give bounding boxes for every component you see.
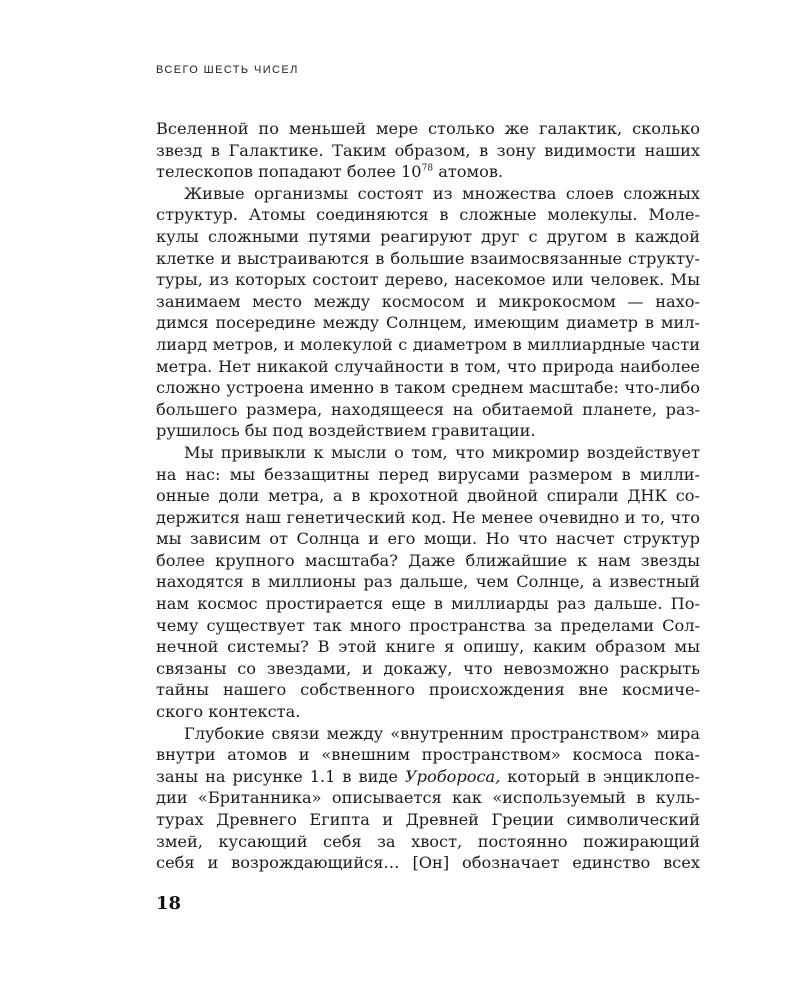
text-line: кулы сложными путями реагируют друг с другом в каждой [156,226,700,246]
text-line: на нас: мы беззащитны перед вирусами размером в милли- [156,464,700,484]
text-line: более крупного масштаба? Даже ближайшие к нам звезды [156,550,700,570]
text-line: рушилось бы под воздействием гравитации. [156,421,536,441]
paragraph-first-line: Глубокие связи между «внутренним пространством» мира [184,723,700,743]
text-line: себя и возрождающийся… [Он] обозначает единство всех [156,853,700,873]
text-line: онные доли метра, а в крохотной двойной спирали ДНК со- [156,486,700,506]
text-line: Вселенной по меньшей мере столько же галактик, сколько [156,119,700,138]
body-text [156,118,700,874]
text-line: мы зависим от Солнца и его мощи. Но что насчет структур [156,529,700,549]
exponent: 78 [421,163,434,174]
text-line: нам космос простирается еще в миллиарды раз дальше. По- [156,594,700,614]
text-line: дии «Британника» описывается как «используемый в куль- [156,788,700,808]
text-line [156,766,700,788]
text-line: связаны со звездами, и докажу, что невозможно раскрыть [156,658,700,678]
text-line: турах Древнего Египта и Древней Греции символический [156,810,700,829]
italic-term: Уробороса, [404,766,501,786]
text-segment: заны на рисунке 1.1 в виде [156,766,405,786]
text-line: занимаем место между космосом и микрокосмом — нахо- [156,291,700,311]
text-line: ского контекста. [156,702,301,722]
text-line: находятся в миллионы раз дальше, чем Солнце, а известный [156,572,700,592]
paragraph-first-line: Мы привыкли к мысли о том, что микромир воздействует [184,442,700,462]
text-segment: который в энциклопе- [500,766,700,786]
text-line: сложно устроена именно в таком среднем масштабе: что-либо [156,378,700,398]
text-line [156,161,700,183]
paragraph-first-line: Живые организмы состоят из множества слоев сложных [184,183,700,203]
text-line: метра. Нет никакой случайности в том, что природа наиболее [156,356,700,376]
text-segment: атомов. [433,162,504,182]
text-line: тайны нашего собственного происхождения вне космиче- [156,680,700,700]
text-line: держится наш генетический код. Не менее очевидно и то, что [156,507,700,527]
page-number: 18 [156,893,182,914]
text-line: клетке и выстраиваются в большие взаимосвязанные структу- [156,248,700,268]
text-segment: телескопов попадают более 10 [156,162,422,182]
text-line: димся посередине между Солнцем, имеющим диаметр в мил- [156,313,700,333]
running-head: ВСЕГО ШЕСТЬ ЧИСЕЛ [156,64,299,76]
text-line: туры, из которых состоит дерево, насекомое или человек. Мы [156,270,700,290]
text-line: внутри атомов и «внешним пространством» космоса пока- [156,745,700,765]
text-line: большего размера, находящееся на обитаемой планете, раз- [156,399,700,419]
text-line: структур. Атомы соединяются в сложные молекулы. Моле- [156,205,700,225]
text-line: чему существует так много пространства за пределами Сол- [156,615,700,635]
text-line: нечной системы? В этой книге я опишу, каким образом мы [156,637,700,657]
text-line: звезд в Галактике. Таким образом, в зону видимости наших [156,140,700,160]
text-line: змей, кусающий себя за хвост, постоянно пожирающий [156,831,700,851]
text-line: лиард метров, и молекулой с диаметром в миллиардные части [156,334,700,354]
